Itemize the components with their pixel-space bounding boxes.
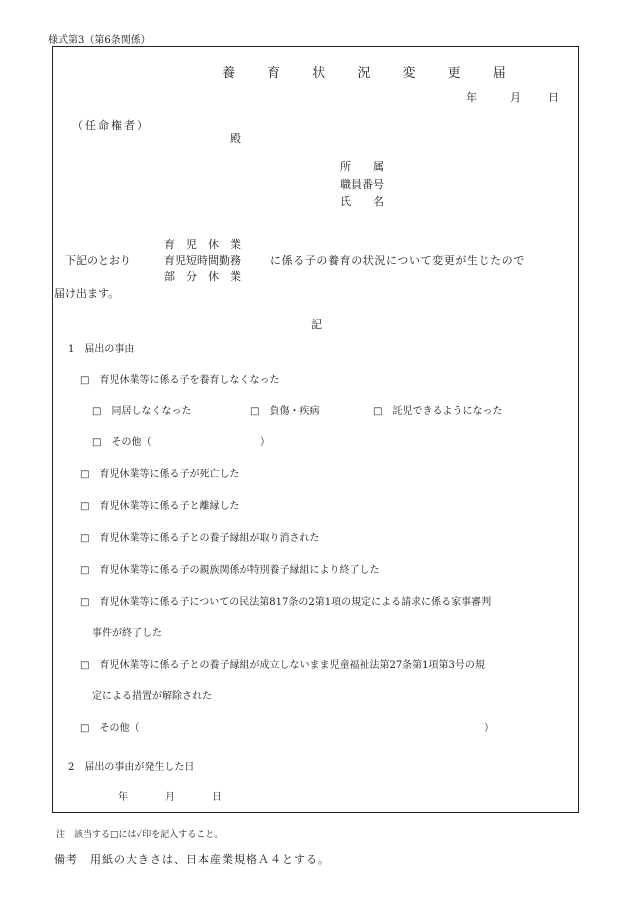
option-sub-other[interactable]	[92, 433, 151, 448]
date-year: 年	[466, 91, 477, 104]
option-child-died[interactable]	[80, 465, 239, 480]
checkbox[interactable]: □	[373, 406, 383, 417]
checkbox[interactable]: □	[80, 723, 90, 734]
leave-type-childcare: 育 児 休 業	[164, 238, 241, 251]
occurrence-month: 月	[165, 792, 175, 803]
option-label: 育児休業等に係る子の親族関係が特別養子縁組により終了した	[99, 565, 380, 576]
option-sub-not-living[interactable]	[92, 402, 191, 417]
option-sub-daycare[interactable]	[373, 402, 502, 417]
other-close: ）	[484, 723, 494, 734]
option-label: 託児できるようになった	[392, 406, 503, 417]
intro-prefix: 下記のとおり	[65, 254, 131, 267]
staff-number-label: 職員番号	[340, 178, 384, 191]
checkbox[interactable]: □	[250, 406, 260, 417]
page-title: 養 育 状 況 変 更 届	[222, 66, 520, 81]
appointer-label: （任命権者）	[72, 119, 150, 132]
checkbox[interactable]: □	[92, 406, 102, 417]
option-sub-injury[interactable]	[250, 402, 319, 417]
checkbox[interactable]: □	[80, 565, 90, 576]
option-label: その他（	[99, 723, 140, 734]
option-label: その他（	[111, 437, 152, 448]
honorific: 殿	[230, 132, 241, 145]
checkbox[interactable]: □	[80, 375, 90, 386]
option-no-longer-raising[interactable]	[80, 371, 279, 386]
checkbox[interactable]: □	[80, 533, 90, 544]
checkbox[interactable]: □	[80, 660, 90, 671]
occurrence-day: 日	[212, 792, 222, 803]
family-court-continuation: 事件が終了した	[92, 628, 162, 639]
checkbox[interactable]: □	[80, 469, 90, 480]
option-label: 育児休業等に係る子についての民法第817条の2第1項の規定による請求に係る家事審判	[99, 597, 492, 608]
checkbox[interactable]: □	[80, 597, 90, 608]
form-number: 様式第3（第6条関係）	[48, 35, 151, 46]
sub-other-close: ）	[260, 437, 270, 448]
date-month: 月	[510, 91, 521, 104]
option-label: 育児休業等に係る子を養育しなくなった	[99, 375, 280, 386]
option-separated[interactable]	[80, 497, 239, 512]
option-label: 育児休業等に係る子との養子縁組が取り消された	[99, 533, 320, 544]
option-adoption-cancelled[interactable]	[80, 529, 319, 544]
name-label: 氏 名	[340, 195, 384, 208]
section2-heading: 2 届出の事由が発生した日	[68, 762, 195, 773]
option-label: 育児休業等に係る子と離縁した	[99, 501, 240, 512]
option-family-court[interactable]	[80, 593, 491, 608]
section1-heading: 1 届出の事由	[68, 344, 135, 355]
intro-suffix: に係る子の養育の状況について変更が生じたので	[270, 254, 525, 267]
option-other[interactable]	[80, 719, 139, 734]
option-label: 育児休業等に係る子が死亡した	[99, 469, 240, 480]
option-label: 負傷・疾病	[269, 406, 320, 417]
option-special-adoption[interactable]	[80, 561, 379, 576]
ki-marker: 記	[311, 318, 322, 331]
option-label: 同居しなくなった	[111, 406, 192, 417]
leave-type-shorttime: 育児短時間勤務	[164, 254, 241, 267]
leave-type-partial: 部 分 休 業	[164, 270, 241, 283]
note: 注 該当する□には✓印を記入すること。	[56, 830, 224, 840]
date-day: 日	[548, 91, 559, 104]
checkbox[interactable]: □	[80, 501, 90, 512]
occurrence-year: 年	[118, 792, 128, 803]
checkbox[interactable]: □	[92, 437, 102, 448]
welfare-continuation: 定による措置が解除された	[92, 691, 212, 702]
option-label: 育児休業等に係る子との養子縁組が成立しないまま児童福祉法第27条第1項第3号の規	[99, 660, 485, 671]
affiliation-label: 所 属	[340, 160, 384, 173]
intro-continuation: 届け出ます。	[54, 287, 120, 300]
remarks: 備考 用紙の大きさは、日本産業規格Ａ４とする。	[54, 853, 330, 866]
option-welfare-measure[interactable]	[80, 656, 485, 671]
